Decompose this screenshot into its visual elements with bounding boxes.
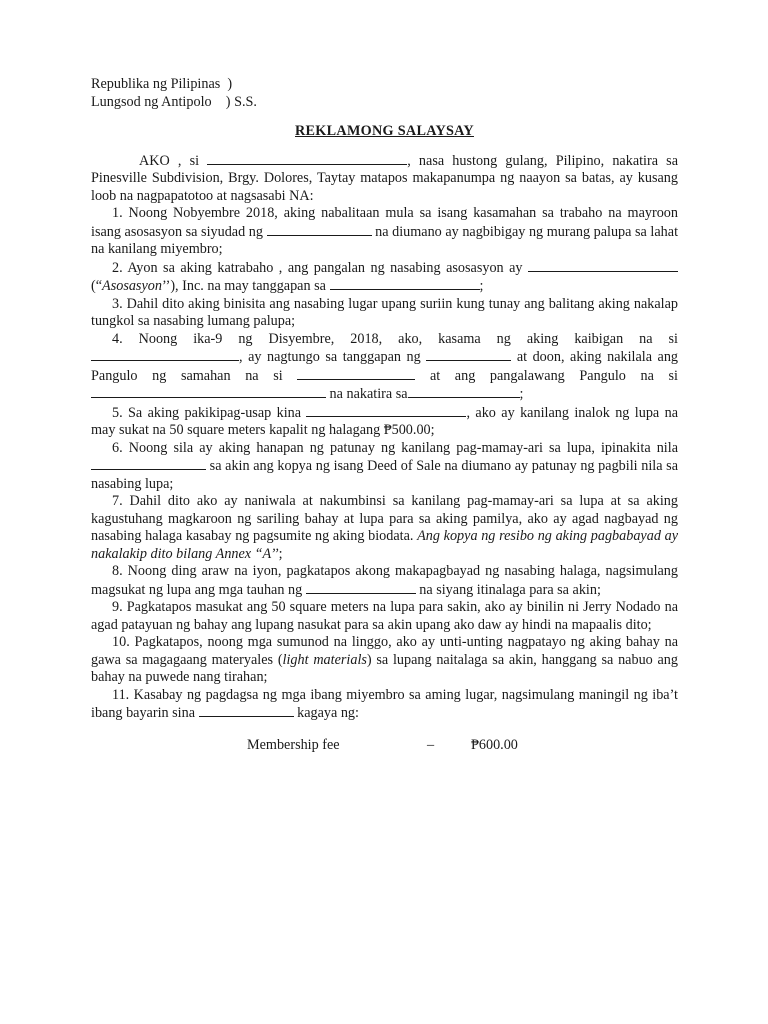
p8-text-a: 8. Noong ding araw na iyon, pagkatapos akong makapagbayad ng nasabing halaga, nagsimulang magsukat ng lupa ang mga tauhan ng: [91, 563, 678, 598]
paragraph-5: [91, 404, 678, 440]
fee-row: [91, 737, 678, 755]
fee-amount: ₱600.00: [471, 736, 518, 753]
p4-text-c: at doon, aking nakilala ang Pangulo ng samahan na si: [91, 349, 679, 384]
paragraph-1: [91, 205, 678, 259]
p7-text-c: ;: [278, 545, 283, 562]
p1-text-a: 1. Noong Nobyembre 2018, aking nabalitaan mula sa isang kasamahan sa trabaho na mayroon isang asosasyon sa siyudad ng: [91, 205, 678, 240]
fee-label: Membership fee: [247, 736, 340, 753]
paragraph-7: [91, 493, 678, 563]
blank-collectors: [199, 704, 294, 717]
caption-line-1: [91, 76, 678, 94]
blank-staff-of: [306, 581, 416, 594]
p11-text-b: kagaya ng:: [297, 705, 359, 721]
p10-text-c: ) sa lupang naitalaga sa akin, hanggang sa nabuo ang bahay na puwede nang tirahan;: [91, 651, 678, 685]
blank-city: [267, 223, 372, 236]
caption-line-2: [91, 94, 678, 112]
p8-text-b: na siyang itinalaga para sa akin;: [419, 581, 601, 598]
paragraph-11: [91, 687, 678, 723]
blank-association-name: [528, 259, 678, 272]
p2-text-a: 2. Ayon sa aking katrabaho , ang pangalan ng nasabing asosasyon ay: [112, 259, 523, 276]
caption-city: Lungsod ng Antipolo: [91, 93, 212, 110]
paragraph-2: [91, 259, 678, 296]
blank-residence: [408, 385, 520, 398]
caption-bracket-1: ): [227, 76, 233, 92]
blank-office-address: [330, 277, 480, 290]
paragraph-3: [91, 296, 678, 331]
paragraph-4: [91, 331, 678, 404]
p7-text-a: 7. Dahil dito ako ay naniwala at nakumbinsi sa kanilang pag-mamay-ari sa lupa at sa aking kagustuhang magkaroon ng sariling bahay at lupa para sa aking pamilya, ako ay agad nagbayad ng nasabing halaga kasabay ng pagsumite ng aking biodata.: [91, 493, 678, 544]
blank-president-name: [297, 367, 415, 380]
blank-affiant-name: [207, 152, 407, 165]
p10-text-italic: light materials: [282, 651, 367, 668]
p4-text-f: ;: [519, 386, 524, 402]
fee-dash: –: [427, 736, 435, 753]
paragraph-10: [91, 634, 678, 687]
document-title: REKLAMONG SALAYSAY: [295, 123, 474, 139]
document-page: [91, 76, 678, 755]
p2-text-italic: Asosasyon: [102, 278, 162, 294]
caption-bracket-2: ) S.S.: [225, 93, 257, 110]
p6-text-b: sa akin ang kopya ng isang Deed of Sale na diumano ay patunay ng pagbili nila sa nasabing lupa;: [91, 458, 679, 492]
p4-text-b: , ay nagtungo sa tanggapan ng: [239, 349, 421, 365]
blank-persons: [91, 457, 206, 470]
p2-text-c: ’’), Inc. na may tanggapan sa: [161, 278, 326, 294]
p10-text-a: 10. Pagkatapos, noong mga sumunod na linggo, ako ay unti-unting nagpatayo ng aking bahay na gawa sa magagaang materyales (: [91, 634, 678, 668]
intro-text-b: , nasa hustong gulang, Pilipino, nakatira sa Pinesville Subdivision, Brgy. Dolores, Taytay matapos makapanumpa ng naayon sa batas, ay kusang loob na nagpapatotoo at nagsasabi NA:: [91, 152, 678, 204]
p1-text-b: na diumano ay nagbibigay ng murang palupa sa lahat na kanilang miyembro;: [91, 223, 679, 257]
blank-officers-names: [306, 404, 466, 417]
p5-text-a: 5. Sa aking pakikipag-usap kina: [112, 404, 302, 421]
caption-republic: Republika ng Pilipinas: [91, 76, 221, 92]
paragraph-6: [91, 440, 678, 494]
paragraph-9: [91, 599, 678, 634]
p2-text-d: ;: [479, 278, 484, 294]
paragraph-intro: [91, 152, 678, 206]
p7-text-italic: Ang kopya ng resibo ng aking pagbabayad ay nakalakip dito bilang Annex “A’’: [91, 528, 678, 562]
blank-office-name: [426, 348, 511, 361]
p11-text-a: 11. Kasabay ng pagdagsa ng mga ibang miyembro sa aming lugar, nagsimulang maningil ng iba’t ibang bayarin sina: [91, 686, 678, 721]
blank-friend-name: [91, 348, 239, 361]
blank-vice-president-name: [91, 385, 326, 398]
p4-text-a: 4. Noong ika-9 ng Disyembre, 2018, ako, kasama ng aking kaibigan na si: [112, 330, 678, 347]
p4-text-d: at ang pangalawang Pangulo na si: [429, 367, 678, 384]
paragraph-8: [91, 563, 678, 599]
p4-text-e: na nakatira sa: [329, 386, 408, 402]
p3-text-a: 3. Dahil dito aking binisita ang nasabing lugar upang suriin kung tunay ang balitang aking nakalap tungkol sa nasabing lumang palupa;: [91, 295, 678, 329]
p9-text-a: 9. Pagkatapos masukat ang 50 square meters na lupa para sakin, ako ay binilin ni Jerry Nodado na agad patayuan ng bahay ang lupang nasukat para sa akin upang ako daw ay hindi na mapaalis dito;: [91, 599, 678, 633]
p5-text-b: , ako ay kanilang inalok ng lupa na may sukat na 50 square meters kapalit ng halagang ₱500.00;: [91, 404, 679, 438]
p2-text-b: (“: [91, 278, 103, 294]
p6-text-a: 6. Noong sila ay aking hanapan ng patunay ng kanilang pag-mamay-ari sa lupa, ipinakita nila: [112, 439, 678, 456]
intro-text-a: AKO , si: [139, 152, 200, 169]
